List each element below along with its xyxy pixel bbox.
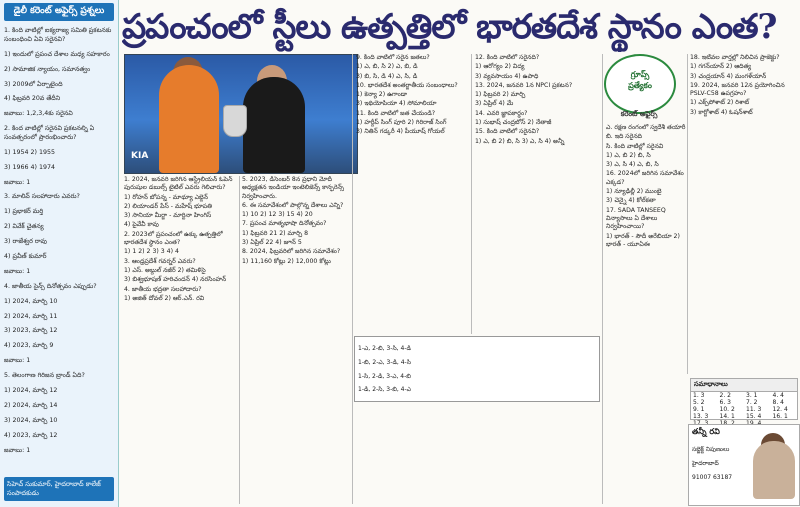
text-line: 1-డి, 2-సి, 3-బి, 4-ఎ (358, 386, 411, 394)
text-line: 1) ప్రభాకర్ మర్తి (4, 208, 44, 216)
text-line: 2) 2024, మార్చి 11 (4, 312, 58, 320)
text-line: 4) 2023, మార్చి 9 (4, 342, 54, 350)
groups-special-badge (604, 54, 676, 114)
answer-cell: 15. 4 (746, 413, 762, 420)
text-line: 8. 2024, ఫిబ్రవరిలో జరిగిన సమావేశం? (242, 248, 341, 256)
player-one (159, 65, 219, 173)
answer-cell: 6. 3 (719, 399, 731, 406)
text-line: 14. ఎవరి జ్ఞాపకార్థం? (475, 109, 528, 117)
text-line: జవాబు: 1 (4, 357, 31, 365)
text-line: 3) ఏప్రిల్ 4) మే (475, 100, 514, 108)
text-line: 12. కింది వాటిలో సరైనది? (475, 54, 540, 61)
text-line: 5. తెలంగాణ గిరిజన బ్రాండ్ ఏది? (4, 372, 85, 380)
text-line: 3) ఇథియోపియా 4) సోమాలియా (356, 100, 437, 108)
answer-cell: 9. 1 (693, 406, 705, 413)
answer-cell: 10. 2 (719, 406, 735, 413)
main-headline: ప్రపంచంలో స్టీలు ఉత్పత్తిలో భారతదేశ స్థానం ఎంత? (122, 7, 777, 47)
text-line: 3) బి, సి, డి 4) ఎ, సి, డి (356, 72, 418, 80)
text-line: 10. భారతదేశ అంతర్జాతీయ సంబంధాలు? (356, 81, 458, 89)
text-line: 4) ప్రవీణ్ కుమార్ (4, 252, 47, 260)
tennis-players-photo (124, 54, 358, 174)
text-line: 1) ఆరోగ్యం 2) విద్య (475, 63, 525, 71)
text-line: 2. కింద వాటిల్లో సరైనవి ప్రకటనల్ని ఏ సంవత్సరంలో ప్రారంభించారు? (4, 125, 95, 141)
daily-current-affairs-sidebar (0, 0, 119, 507)
text-line: 13. 2024, జనవరి 1న NPCI ప్రకటన? (475, 81, 573, 89)
text-line: 3) వ్యవసాయం 4) ఉపాధి (475, 72, 539, 80)
author-name: తన్నీ రవి (692, 427, 720, 436)
answer-cell: 11. 3 (746, 406, 762, 413)
text-line: 1) సుభాష్ చంద్రబోస్ 2) నేతాజీ (475, 119, 552, 127)
sidebar-questions (0, 27, 118, 455)
text-line: జవాబు: 1 (4, 446, 31, 454)
text-line: సబ్జెక్ట్ నిపుణులు (692, 446, 730, 453)
text-line: 1-బి, 2-ఎ, 3-డి, 4-సి (358, 358, 411, 366)
text-line: 1-ఎ, 2-బి, 3-సి, 4-డి (358, 345, 411, 352)
text-line: 1) 1 2) 2 3) 3 4) 4 (124, 248, 179, 256)
match-the-following-table (354, 336, 600, 402)
text-line: 91007 63187 (692, 474, 733, 481)
answers-box (690, 378, 798, 420)
answers-row (691, 406, 797, 413)
text-line: 11. కింది వాటిలో జత చేయండి? (356, 109, 436, 117)
text-line: 2. 2023లో ప్రపంచంలో ఉక్కు ఉత్పత్తిలో భారతదేశ స్థానం ఎంత? (124, 230, 223, 247)
column-divider (239, 176, 240, 504)
article-column-5 (606, 124, 686, 504)
text-line: 2) సామాజిక న్యాయం, సమానత్వం (4, 65, 91, 73)
text-line: 3) ఏప్రిల్ 22 4) జూన్ 5 (242, 239, 302, 247)
text-line: 3) 1966 4) 1974 (4, 163, 55, 171)
text-line: 1) గగన్‌యాన్ 2) ఆదిత్య (690, 63, 752, 71)
badge-line-1: గ్రూప్స్ (630, 70, 650, 79)
answer-cell: 14. 1 (719, 413, 735, 420)
text-line: 1) 2024, మార్చి 10 (4, 297, 58, 305)
text-line: 1) న్యూఢిల్లీ 2) ముంబై (606, 188, 662, 196)
text-line: 17. SADA TANSEEQ విన్యాసాలు ఏ దేశాలు నిర్వహించాయి? (606, 206, 666, 231)
answer-cell: 12. 4 (772, 406, 788, 413)
answer-cell: 5. 2 (693, 399, 705, 406)
text-line: 1) ఎక్స్‌పోశాట్ 2) రిశాట్ (690, 99, 750, 107)
answers-row (691, 399, 797, 406)
text-line: 1. కింది వాటిల్లో ఐక్యరాజ్య సమితి ప్రకటనకు సంబంధించి ఏవి సరైనవి? (4, 27, 112, 43)
text-line: 18. ఇటీవల వార్తల్లో నిలిచిన ప్రాజెక్టు? (690, 54, 780, 61)
text-line: 2) వివేక్ చైతన్య (4, 223, 44, 231)
text-line: 3) రాజేశ్వర రావు (4, 238, 47, 246)
text-line: 3) 2024, మార్చి 10 (4, 416, 58, 424)
text-line: 2) లియాండర్ పేస్ - మహేష్ భూపతి (124, 202, 212, 210)
text-line: 4. జాతీయ భద్రతా సలహాదారు? (124, 285, 202, 293)
text-line: 3) చెన్నై 4) కోల్‌కతా (606, 197, 656, 205)
sidebar-footer: సిహెచ్ సుకుమార్, హైదరాబాద్ కాలేజ్ సంపాదకుడు (4, 477, 114, 501)
text-line: 3) నితిన్ గడ్కరీ 4) పీయూష్ గోయల్ (356, 128, 445, 136)
text-line: సి. కింది వాటిల్లో సరైనవి (606, 142, 664, 150)
sponsor-logo: KIA (131, 151, 149, 161)
article-column-3-bottom (356, 406, 600, 504)
player-two (243, 77, 305, 173)
article-column-1 (124, 176, 236, 504)
column-divider (352, 54, 353, 504)
answer-cell: 7. 2 (746, 399, 758, 406)
text-line: 1) ఫిబ్రవరి 21 2) మార్చి 8 (242, 229, 309, 237)
text-line: 1) కెన్యా 2) ఉగాండా (356, 91, 408, 99)
answers-table (691, 392, 797, 427)
text-line: 3) ఎ, సి 4) ఎ, బి, సి (606, 161, 659, 169)
article-column-4 (475, 54, 599, 332)
text-line: 3) 2009లో ఏర్పాటైంది (4, 80, 63, 88)
text-line: జవాబు: 1 (4, 267, 31, 275)
text-line: బి. ఇది సరైనది (606, 133, 643, 141)
text-line: 15. కింది వాటిలో సరైనవి? (475, 128, 540, 136)
column-divider (687, 54, 688, 374)
text-line: జవాబు: 1,2,3,4కు సరైనవి (4, 110, 73, 118)
text-line: 1) హర్దీప్ సింగ్ పూరి 2) గిరిరాజ్ సింగ్ (356, 119, 447, 127)
answer-cell: 8. 4 (772, 399, 784, 406)
text-line: 7. ప్రపంచ మాతృభాషా దినోత్సవం? (242, 220, 327, 228)
sidebar-title: డైలీ కరెంట్ అఫైర్స్ ప్రశ్నలు (4, 3, 114, 21)
column-divider (602, 54, 603, 504)
author-photo (753, 441, 795, 499)
text-line: 1) ఫిబ్రవరి 2) మార్చి (475, 91, 526, 99)
text-line: 1) ఎ, బి, సి 2) ఎ, బి, డి (356, 63, 418, 71)
text-line: జవాబు: 1 (4, 178, 31, 186)
text-line: 1) 1954 2) 1955 (4, 148, 55, 156)
text-line: 4) పైవేవీ కావు (124, 221, 159, 229)
answers-row (691, 413, 797, 420)
article-column-6 (690, 54, 796, 374)
column-divider (471, 54, 472, 334)
text-line: 1) 11,160 కోట్లు 2) 12,000 కోట్లు (242, 257, 331, 265)
article-column-3 (356, 54, 468, 332)
text-line: 6. ఈ సమావేశంలో పాల్గొన్న దేశాలు ఎన్ని? (242, 201, 344, 209)
text-line: 19. 2024, జనవరి 12న ప్రయోగించిన PSLV-C58 ఉపగ్రహం? (690, 81, 785, 98)
text-line: 1) ఎ, బి 2) బి, సి (606, 151, 651, 159)
answer-cell: 16. 1 (772, 413, 788, 420)
text-line: 16. 2024లో జరిగిన సమావేశం ఎక్కడ? (606, 170, 684, 186)
answer-cell: 13. 3 (693, 413, 709, 420)
section-byline: కరెంట్ అఫైర్స్ (620, 110, 658, 118)
text-line: 3) సానియా మీర్జా - మార్టినా హింగిస్ (124, 212, 212, 220)
article-column-2 (242, 176, 350, 504)
text-line: ఎ. రక్షణ రంగంలో స్వదేశీ తయారీ (606, 124, 686, 131)
badge-line-2: ప్రత్యేకం (628, 81, 652, 90)
text-line: 3) కార్టోశాట్ 4) ఓషన్‌శాట్ (690, 108, 753, 116)
trophy-icon (223, 105, 247, 137)
text-line: 1-సి, 2-డి, 3-ఎ, 4-బి (358, 372, 411, 380)
answer-cell: 4. 4 (772, 392, 784, 399)
text-line: 4) 2023, మార్చి 12 (4, 431, 58, 439)
author-info (689, 446, 751, 482)
text-line: 3) బిశ్వభూషణ్ హరిచందన్ 4) నరసింహన్ (124, 276, 227, 284)
text-line: 1) 10 2) 12 3) 15 4) 20 (242, 211, 313, 219)
text-line: 3) 2023, మార్చి 12 (4, 327, 58, 335)
text-line: 1) ఇందులో ప్రపంచ దేశాల మధ్య సహకారం (4, 50, 110, 58)
text-line: 4) ఫిబ్రవరి 20వ తేదీని (4, 95, 61, 103)
text-line: 1) భారత్ - సౌదీ అరేబియా 2) భారత్ - యూఏఈ (606, 232, 680, 248)
text-line: 1) అజిత్ దోవల్ 2) ఆర్.ఎన్. రవి (124, 294, 205, 302)
text-line: 1) 2024, మార్చి 12 (4, 386, 58, 394)
text-line: 1) రోహన్ బోపన్న - మాథ్యూ ఎబ్డెన్ (124, 193, 209, 201)
text-line: 2) 2024, మార్చి 14 (4, 401, 58, 409)
author-box (688, 424, 800, 506)
text-line: 3) చంద్రయాన్ 4) మంగళ్‌యాన్ (690, 72, 767, 80)
text-line: 5. 2023, డిసెంబర్ 8న ప్రధాని మోదీ అధ్యక్షతన ఇండియా ఇంటెలిజెన్స్ కాన్ఫరెన్స్ నిర్వహించారు. (242, 176, 345, 200)
answer-cell: 1. 3 (693, 392, 705, 399)
text-line: 3. ఆంధ్రప్రదేశ్ గవర్నర్ ఎవరు? (124, 257, 196, 265)
text-line: హైదరాబాద్ (692, 460, 719, 467)
text-line: 1) ఎ, బి 2) బి, సి 3) ఎ, సి 4) అన్నీ (475, 137, 565, 145)
answer-cell: 2. 2 (719, 392, 731, 399)
text-line: 3. మాలివ్ సలహాదారు ఎవరు? (4, 193, 80, 201)
answer-cell: 3. 1 (746, 392, 758, 399)
text-line: 1. 2024, జనవరి జరిగిన ఆస్ట్రేలియన్ ఓపెన్ పురుషుల డబుల్స్ టైటిల్ ఎవరు గెలిచారు? (124, 176, 233, 192)
text-line: 4. జాతీయ సైన్స్ దినోత్సవం ఎప్పుడు? (4, 282, 97, 290)
answers-header: సమాధానాలు (691, 379, 797, 392)
text-line: 9. కింది వాటిలో సరైన జతలు? (356, 54, 430, 61)
answers-row (691, 392, 797, 399)
text-line: 1) ఎస్. అబ్దుల్ నజీర్ 2) తమిళిసై (124, 266, 206, 274)
